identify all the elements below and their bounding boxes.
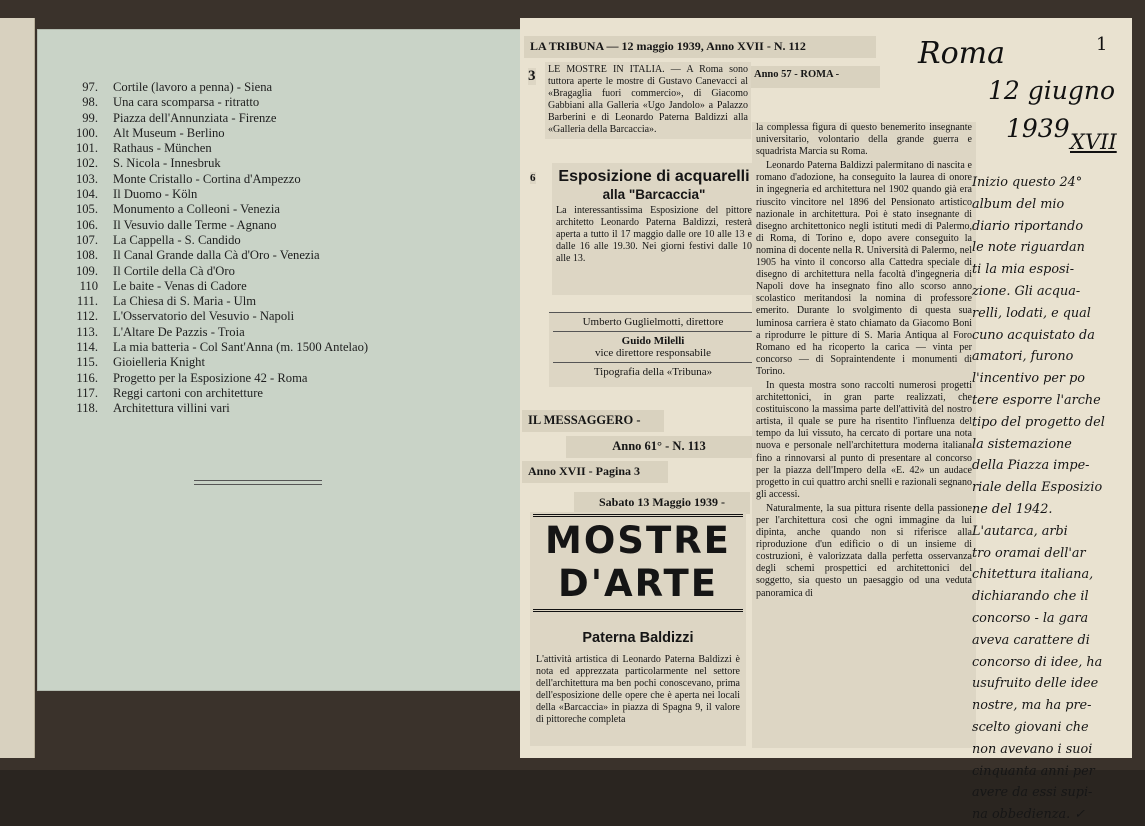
list-item-number: 108.: [75, 248, 98, 263]
list-item: [58, 401, 498, 416]
list-item-title: Il Cortile della Cà d'Oro: [113, 263, 235, 278]
list-item: [58, 325, 498, 340]
list-item-title: Il Canal Grande dalla Cà d'Oro - Venezia: [113, 248, 320, 263]
list-item: [58, 294, 498, 309]
list-item-number: 114.: [76, 340, 98, 355]
list-item: [58, 386, 498, 401]
messaggero-anno: Anno 61° - N. 113: [566, 436, 752, 458]
list-item-number: 99.: [82, 110, 98, 125]
list-item-number: 104.: [75, 187, 98, 202]
list-item-number: 111.: [76, 294, 98, 309]
list-item-title: Progetto per la Esposizione 42 - Roma: [113, 370, 308, 385]
list-item: [58, 111, 498, 126]
expo-clipping: [552, 163, 756, 295]
mostre-italia-clipping: [545, 62, 751, 139]
list-item: [58, 95, 498, 110]
list-item-title: Rathaus - München: [113, 141, 212, 156]
list-item-title: Reggi cartoni con architetture: [113, 385, 264, 400]
list-item: [58, 264, 498, 279]
article-column: [752, 122, 976, 748]
tribuna-page-number: 3: [528, 68, 536, 84]
list-item: [58, 233, 498, 248]
article-paragraph-3: In questa mostra sono raccolti numerosi progetti architettonici, in gran parte realizzati, che costituiscono la massima parte dell'attività del nostro artista, il quale se pure ha risentito l'influenza del tempo da lui vissuto, ha cercato di portare una nota nuova e personale nell'architettura moderna italiana fino a rinnovarsi al punto di presentare al concorso per la piazza dell'Impero della «E. 42» un audace progetto in cui quattro archi snelli e razionali segnano gli accessi.: [756, 379, 972, 500]
list-item: [58, 156, 498, 171]
vice-director-name: Guido Milelli: [621, 335, 685, 347]
list-item-title: Monumento a Colleoni - Venezia: [113, 202, 280, 217]
list-item-number: 116.: [76, 370, 98, 385]
article-paragraph-1: la complessa figura di questo benemerito insegnante universitario, volontario della grande guerra e squadrista Marcia su Roma.: [756, 122, 972, 158]
list-item-title: Piazza dell'Annunziata - Firenze: [113, 110, 277, 125]
tribuna-anno: Anno 57 - ROMA -: [748, 66, 880, 88]
banner-line-2: D'ARTE: [557, 562, 719, 605]
article-paragraph-2: Leonardo Paterna Baldizzi palermitano di nascita e romano d'adozione, ha conseguito la laurea di onore in ingegneria ed architettura nel 1902 quando già era riuscito vincitore nel 1896 del Pensionato artistico nazionale in architettura. Poi è stato insegnante di disegno architettonico negli istituti medi di Palermo, di Roma, di Torino e, dopo avere conseguito la nomina di docente nella R. Università di Palermo, nel 1905 ha vinto il concorso alla Cattedra speciale di disegno di architettura nella facoltà d'ingegneria di Napoli dove ha insegnato fino allo scorso anno scolastico meritandosi la nomina di professore emerito. Durante lo svolgimento di questa sua luminosa carriera è stato chiamato da Giacomo Boni a riprodurre le pitture di S. Maria Antiqua al Foro Romano ed ha ricoperto la carica — vinta per concorso — di Sopraintendente i monumenti di Torino.: [756, 160, 972, 377]
list-item: [58, 202, 498, 217]
list-item-title: Gioielleria Knight: [113, 355, 205, 370]
list-item-number: 97.: [82, 80, 98, 94]
article-paragraph-4: Naturalmente, la sua pittura risente della passione per l'architettura così che ogni immagine da lui dipinta, anche quando non si riferisce alla riproduzione d'un edificio o di un insieme di costruzioni, è valorizzata dalla perfetta osservanza degli schemi prospettici ed architettonici del soggetto, sia questo un paesaggio od una veduta panoramica di: [756, 502, 972, 599]
tipografia-line: Tipografia della «Tribuna»: [593, 366, 713, 378]
list-item-title: Una cara scomparsa - ritratto: [113, 95, 260, 110]
list-item-title: Cortile (lavoro a penna) - Siena: [113, 80, 273, 94]
list-item: [58, 218, 498, 233]
handwritten-date: 12 giugno: [988, 76, 1116, 105]
handwritten-year: 1939: [1006, 114, 1070, 143]
list-item-title: Il Vesuvio dalle Terme - Agnano: [113, 217, 277, 232]
list-item-number: 118.: [76, 401, 98, 416]
vice-director-role: vice direttore responsabile: [553, 347, 753, 363]
list-item-number: 100.: [75, 125, 98, 140]
expo-prefix: 6: [530, 172, 536, 184]
list-item: [58, 279, 498, 294]
list-item-title: La Chiesa di S. Maria - Ulm: [113, 294, 257, 309]
list-item-title: Le baite - Venas di Cadore: [113, 278, 247, 293]
list-item: [58, 187, 498, 202]
list-item-title: La mia batteria - Col Sant'Anna (m. 1500 Antelao): [113, 340, 369, 355]
tribuna-imprint: [549, 312, 757, 387]
list-item-title: S. Nicola - Innesbruk: [113, 156, 221, 171]
expo-title: Esposizione di acquarelli: [558, 168, 750, 185]
list-item-number: 107.: [75, 232, 98, 247]
list-item: [58, 80, 498, 95]
handwritten-era: XVII: [1070, 130, 1117, 154]
list-item-title: Monte Cristallo - Cortina d'Ampezzo: [113, 171, 301, 186]
list-item: [58, 172, 498, 187]
handwritten-city: Roma: [918, 36, 1005, 71]
list-end-rule: [194, 480, 322, 485]
list-item-title: Alt Museum - Berlino: [113, 125, 225, 140]
list-item: [58, 141, 498, 156]
handwritten-diary-entry: Inizio questo 24° album del mio diario riportando le note riguardan ti la mia esposi- zione. Gli acqua- relli, lodati, e qual cuno acquistato da amatori, furono l'incentivo per po tere esporre l'arche tipo del progetto del la sistemazione della Piazza impe- riale della Esposizio ne del 1942. L'autarca, arbi tro oramai dell'ar chitettura italiana, dichiarando che il concorso - la gara aveva carattere di concorso di idee, ha usufruito delle idee nostre, ma ha pre- scelto giovani che non avevano i suoi cinquanta anni per avere da essi supi- na obbedienza. ✓: [972, 175, 1105, 823]
list-item-number: 102.: [75, 156, 98, 171]
list-item-number: 101.: [75, 141, 98, 156]
list-item-title: Il Duomo - Köln: [113, 187, 198, 202]
list-item-number: 110: [79, 278, 98, 293]
page-number: 1: [1096, 34, 1108, 55]
messaggero-date: Sabato 13 Maggio 1939 -: [574, 492, 750, 514]
article-subtitle: Paterna Baldizzi: [582, 630, 694, 646]
list-item: [58, 126, 498, 141]
messaggero-pagina: Anno XVII - Pagina 3: [522, 461, 668, 483]
list-item-title: Architettura villini vari: [113, 401, 230, 416]
artwork-list: [58, 80, 498, 417]
list-item-number: 115.: [76, 355, 98, 370]
list-item-number: 103.: [75, 171, 98, 186]
list-item: [58, 248, 498, 263]
tribuna-masthead: LA TRIBUNA — 12 maggio 1939, Anno XVII - N. 112: [524, 36, 876, 58]
list-item: [58, 355, 498, 370]
expo-text: La interessantissima Esposizione del pittore architetto Leonardo Paterna Baldizzi, resterà aperta a tutto il 17 maggio dalle ore 10 alle 13 e dalle 16 alle 19.30. Nei giorni festivi dalle 10 alle 13.: [556, 205, 752, 265]
director-line: Umberto Guglielmotti, direttore: [553, 315, 753, 332]
list-item-number: 105.: [75, 202, 98, 217]
list-item: [58, 309, 498, 324]
list-item-title: La Cappella - S. Candido: [113, 232, 241, 247]
expo-subtitle: alla "Barcaccia": [602, 187, 706, 202]
list-item: [58, 371, 498, 386]
previous-page-edge: [0, 18, 35, 758]
list-item-number: 106.: [75, 217, 98, 232]
messaggero-name: IL MESSAGGERO -: [522, 410, 664, 432]
mostre-darte-clipping: [530, 512, 746, 746]
list-item-number: 117.: [76, 385, 98, 400]
list-item: [58, 340, 498, 355]
list-item-number: 109.: [75, 263, 98, 278]
article-intro: L'attività artistica di Leonardo Paterna Baldizzi è nota ed apprezzata particolarmente nel settore dell'architettura ma ben pochi conoscevano, prima dell'esposizione delle opere che è aperta nei locali della «Barcaccia» in piazza di Spagna 9, il valore di pittoreche completa: [536, 654, 740, 726]
banner-line-1: MOSTRE: [545, 519, 731, 562]
list-item-title: L'Altare De Pazzis - Troia: [113, 324, 245, 339]
mostre-darte-banner: [533, 514, 743, 612]
list-item-number: 98.: [82, 95, 98, 110]
mostre-italia-text: LE MOSTRE IN ITALIA. — A Roma sono tuttora aperte le mostre di Gustavo Canevacci al «Bragaglia fuori commercio», di Giacomo Gabbiani alla Galleria «Ugo Jandolo» a Palazzo Barberini e di Leonardo Paterna Baldizzi alla «Galleria della Barcaccia».: [548, 64, 748, 136]
list-item-title: L'Osservatorio del Vesuvio - Napoli: [113, 309, 295, 324]
list-item-number: 113.: [76, 324, 98, 339]
list-item-number: 112.: [76, 309, 98, 324]
